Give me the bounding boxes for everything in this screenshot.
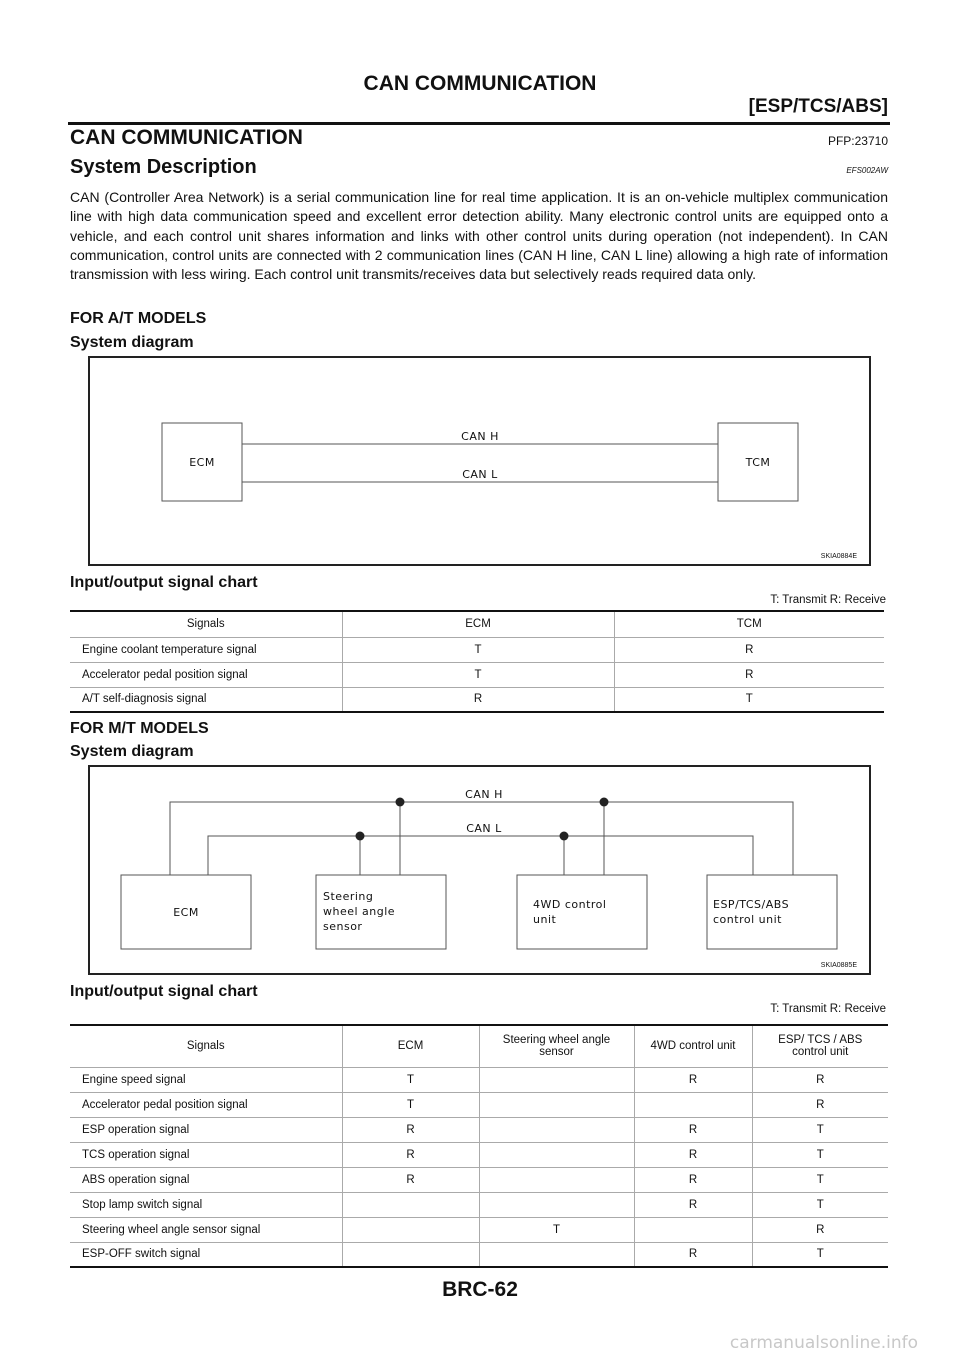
value-cell: R: [342, 1142, 479, 1167]
at-system-diagram: [88, 356, 871, 566]
value-cell: [342, 1217, 479, 1242]
mt-figure-code: SKIA0885E: [820, 962, 857, 969]
col-header: ESP/ TCS / ABS control unit: [752, 1025, 888, 1067]
4wd-unit-box: [517, 875, 647, 949]
value-cell: [479, 1067, 634, 1092]
table-row: [70, 662, 884, 687]
section-title: CAN COMMUNICATION: [70, 126, 303, 149]
col-header: ECM: [342, 611, 614, 637]
value-cell: T: [745, 693, 753, 706]
ecm-label: ECM: [173, 906, 199, 919]
value-cell: T: [342, 1092, 479, 1117]
4wd-label-line: 4WD control: [533, 898, 607, 911]
table-row: [70, 1142, 888, 1167]
at-signal-chart-heading: Input/output signal chart: [70, 574, 258, 591]
signal-cell: Engine speed signal: [70, 1067, 342, 1092]
value-cell: [479, 1117, 634, 1142]
value-cell: R: [634, 1242, 752, 1267]
value-cell: R: [342, 687, 614, 712]
mt-signal-chart-heading: Input/output signal chart: [70, 983, 258, 1000]
can-h-line: [170, 802, 793, 875]
value-cell: [634, 1092, 752, 1117]
value-cell: T: [752, 1117, 888, 1142]
table-row: [70, 1217, 888, 1242]
signal-cell: ESP operation signal: [70, 1117, 342, 1142]
table-row: [70, 1092, 888, 1117]
pfp-code: PFP:23710: [827, 134, 888, 148]
col-header: TCM: [614, 611, 884, 637]
at-models-heading: FOR A/T MODELS: [70, 310, 207, 327]
esp-unit-box: [707, 875, 837, 949]
value-cell: [634, 1217, 752, 1242]
at-signal-table: [70, 610, 884, 713]
4wd-label-line: unit: [533, 913, 557, 926]
value-cell: [479, 1192, 634, 1217]
value-cell: T: [816, 1248, 824, 1261]
value-cell: T: [342, 1067, 479, 1092]
junction-dot: [396, 798, 405, 807]
value-cell: T: [479, 1217, 634, 1242]
col-header: Steering wheel angle sensor: [479, 1025, 634, 1067]
value-cell: R: [614, 662, 884, 687]
table-row: [70, 687, 884, 712]
steering-label-line: Steering: [323, 890, 374, 903]
table-row: [70, 1192, 888, 1217]
section-code: EFS002AW: [846, 166, 888, 175]
steering-label-line: sensor: [323, 920, 363, 933]
table-row: [70, 1067, 888, 1092]
signal-cell: TCS operation signal: [70, 1142, 342, 1167]
value-cell: R: [634, 1167, 752, 1192]
at-diagram-svg: [90, 358, 869, 564]
page-header-title: CAN COMMUNICATION: [363, 72, 597, 95]
value-cell: T: [752, 1142, 888, 1167]
tcm-label: TCM: [745, 456, 771, 469]
signal-cell: A/T self-diagnosis signal: [70, 687, 342, 712]
value-cell: [479, 1167, 634, 1192]
signal-cell: ABS operation signal: [70, 1167, 342, 1192]
signal-cell: Stop lamp switch signal: [70, 1192, 342, 1217]
can-l-label: CAN L: [462, 468, 498, 481]
junction-dot: [560, 832, 569, 841]
can-l-line: [208, 836, 753, 875]
value-cell: R: [752, 1067, 888, 1092]
at-figure-code: SKIA0884E: [820, 553, 857, 560]
signal-cell: Steering wheel angle sensor signal: [70, 1217, 342, 1242]
col-header: ECM: [342, 1025, 479, 1067]
value-cell: T: [342, 662, 614, 687]
value-cell: R: [342, 1117, 479, 1142]
col-header: 4WD control unit: [634, 1025, 752, 1067]
watermark-link[interactable]: carmanualsonline.info: [729, 1333, 918, 1353]
junction-dot: [600, 798, 609, 807]
header-rule: [68, 122, 890, 125]
table-row: [70, 1242, 888, 1267]
mt-system-diagram-heading: System diagram: [70, 743, 194, 760]
table-row: [70, 1117, 888, 1142]
mt-diagram-svg: [90, 767, 869, 973]
signal-cell: ESP-OFF switch signal: [70, 1242, 342, 1267]
at-legend: T: Transmit R: Receive: [770, 594, 886, 606]
value-cell: [479, 1142, 634, 1167]
steering-label-line: wheel angle: [323, 905, 396, 918]
page-header-subtitle: [ESP/TCS/ABS]: [748, 96, 888, 117]
value-cell: [479, 1092, 634, 1117]
value-cell: R: [752, 1217, 888, 1242]
col-header: Signals: [70, 1025, 342, 1067]
value-cell: T: [752, 1167, 888, 1192]
value-cell: [479, 1242, 634, 1267]
mt-legend: T: Transmit R: Receive: [770, 1003, 886, 1015]
value-cell: R: [634, 1067, 752, 1092]
mt-signal-table: [70, 1024, 888, 1268]
at-system-diagram-heading: System diagram: [70, 334, 194, 351]
system-description-title: System Description: [70, 156, 257, 178]
mt-models-heading: FOR M/T MODELS: [70, 720, 209, 737]
esp-label-line: control unit: [713, 913, 782, 926]
value-cell: [342, 1242, 479, 1267]
esp-label-line: ESP/TCS/ABS: [713, 898, 790, 911]
value-cell: T: [752, 1192, 888, 1217]
value-cell: R: [614, 637, 884, 662]
value-cell: R: [752, 1092, 888, 1117]
signal-cell: Engine coolant temperature signal: [70, 637, 342, 662]
table-row: [70, 637, 884, 662]
ecm-label: ECM: [189, 456, 215, 469]
table-row: [70, 1167, 888, 1192]
value-cell: R: [634, 1192, 752, 1217]
value-cell: R: [342, 1167, 479, 1192]
mt-system-diagram: [88, 765, 871, 975]
value-cell: R: [634, 1142, 752, 1167]
system-description-body: CAN (Controller Area Network) is a serial communication line for real time application. It is an on-vehicle multiplex communication line with high data communication speed and excellent error detection ability. Many electronic control units are equipped onto a vehicle, and each control unit shares information and links with other control units during operation (not independent). In CAN communication, control units are connected with 2 communication lines (CAN H line, CAN L line) allowing a high rate of information transmission with less wiring. Each control unit transmits/receives data but selectively reads required data only.: [70, 189, 888, 283]
value-cell: T: [342, 637, 614, 662]
value-cell: [342, 1192, 479, 1217]
signal-cell: Accelerator pedal position signal: [70, 662, 342, 687]
table-header-row: [70, 1025, 888, 1067]
table-header-row: [70, 611, 884, 637]
signal-cell: Accelerator pedal position signal: [70, 1092, 342, 1117]
can-h-label: CAN H: [465, 788, 503, 801]
page-number: BRC-62: [442, 1278, 518, 1301]
can-l-label: CAN L: [466, 822, 502, 835]
junction-dot: [356, 832, 365, 841]
value-cell: R: [634, 1117, 752, 1142]
can-h-label: CAN H: [461, 430, 499, 443]
col-header: Signals: [70, 611, 342, 637]
